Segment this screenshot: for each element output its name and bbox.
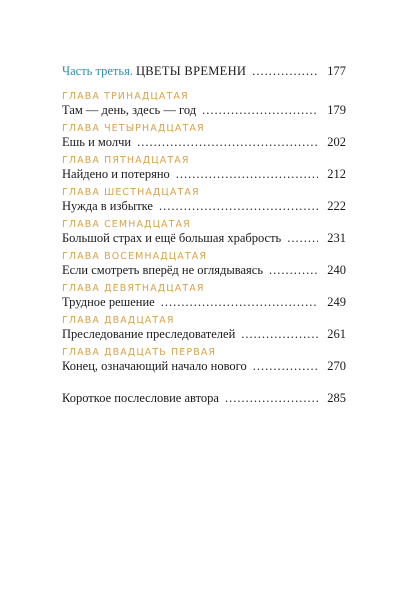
toc-chapter-entry[interactable] [62, 315, 346, 342]
chapter-row [62, 295, 346, 310]
dot-leader [159, 199, 318, 214]
chapter-title: Преследование преследователей [62, 327, 236, 341]
dot-leader [253, 359, 318, 374]
dot-leader [176, 167, 318, 182]
chapter-title: Найдено и потеряно [62, 167, 170, 181]
chapter-heading: ГЛАВА ДВАДЦАТАЯ [62, 315, 175, 326]
toc-chapter-entry[interactable] [62, 91, 346, 118]
chapter-title: Конец, означающий начало нового [62, 359, 247, 373]
page-number: 240 [327, 263, 346, 277]
chapter-heading: ГЛАВА СЕМНАДЦАТАЯ [62, 219, 191, 230]
dot-leader [137, 135, 318, 150]
dot-leader [202, 103, 318, 118]
toc-chapter-entry[interactable] [62, 347, 346, 374]
page-number: 231 [327, 231, 346, 245]
chapter-heading: ГЛАВА ВОСЕМНАДЦАТАЯ [62, 251, 208, 262]
page-number: 249 [327, 295, 346, 309]
chapter-row [62, 327, 346, 342]
toc-chapter-entry[interactable] [62, 187, 346, 214]
dot-leader [161, 295, 318, 310]
page-number: 212 [327, 167, 346, 181]
chapter-title: Трудное решение [62, 295, 155, 309]
chapter-title: Нужда в избытке [62, 199, 153, 213]
page-number: 177 [327, 64, 346, 78]
chapter-title: Если смотреть вперёд не оглядываясь [62, 263, 264, 277]
dot-leader [269, 263, 318, 278]
chapter-heading: ГЛАВА ЧЕТЫРНАДЦАТАЯ [62, 123, 205, 134]
chapter-heading: ГЛАВА ТРИНАДЦАТАЯ [62, 91, 189, 102]
toc-part-row[interactable] [62, 64, 346, 80]
part-title: ЦВЕТЫ ВРЕМЕНИ [135, 64, 247, 78]
page-number: 179 [327, 103, 346, 117]
toc-chapter-entry[interactable] [62, 251, 346, 278]
dot-leader [287, 231, 318, 246]
part-heading [62, 64, 246, 79]
page-number: 202 [327, 135, 346, 149]
chapter-row [62, 231, 346, 246]
chapter-heading: ГЛАВА ДВАДЦАТЬ ПЕРВАЯ [62, 347, 217, 358]
toc-afterword-row[interactable] [62, 391, 346, 406]
chapter-heading: ГЛАВА ДЕВЯТНАДЦАТАЯ [62, 283, 205, 294]
toc-chapter-entry[interactable] [62, 155, 346, 182]
chapter-row [62, 263, 346, 278]
dot-leader [225, 391, 318, 406]
toc-chapter-entry[interactable] [62, 219, 346, 246]
chapter-title: Большой страх и ещё большая храбрость [62, 231, 282, 245]
chapter-row [62, 135, 346, 150]
toc-chapter-entry[interactable] [62, 123, 346, 150]
page-number: 261 [327, 327, 346, 341]
page-number: 270 [327, 359, 346, 373]
dot-leader [252, 64, 318, 79]
afterword-title: Короткое послесловие автора [62, 391, 219, 405]
chapter-heading: ГЛАВА ШЕСТНАДЦАТАЯ [62, 187, 200, 198]
part-label: Часть третья. [62, 64, 133, 78]
dot-leader [241, 327, 318, 342]
chapter-row [62, 359, 346, 374]
chapter-title: Там — день, здесь — год [62, 103, 197, 117]
page-number: 285 [327, 391, 346, 405]
chapter-list [62, 91, 346, 374]
chapter-row [62, 199, 346, 214]
chapter-row [62, 103, 346, 118]
chapter-title: Ешь и молчи [62, 135, 132, 149]
page-number: 222 [327, 199, 346, 213]
toc-chapter-entry[interactable] [62, 283, 346, 310]
chapter-heading: ГЛАВА ПЯТНАДЦАТАЯ [62, 155, 190, 166]
table-of-contents [62, 64, 346, 406]
chapter-row [62, 167, 346, 182]
